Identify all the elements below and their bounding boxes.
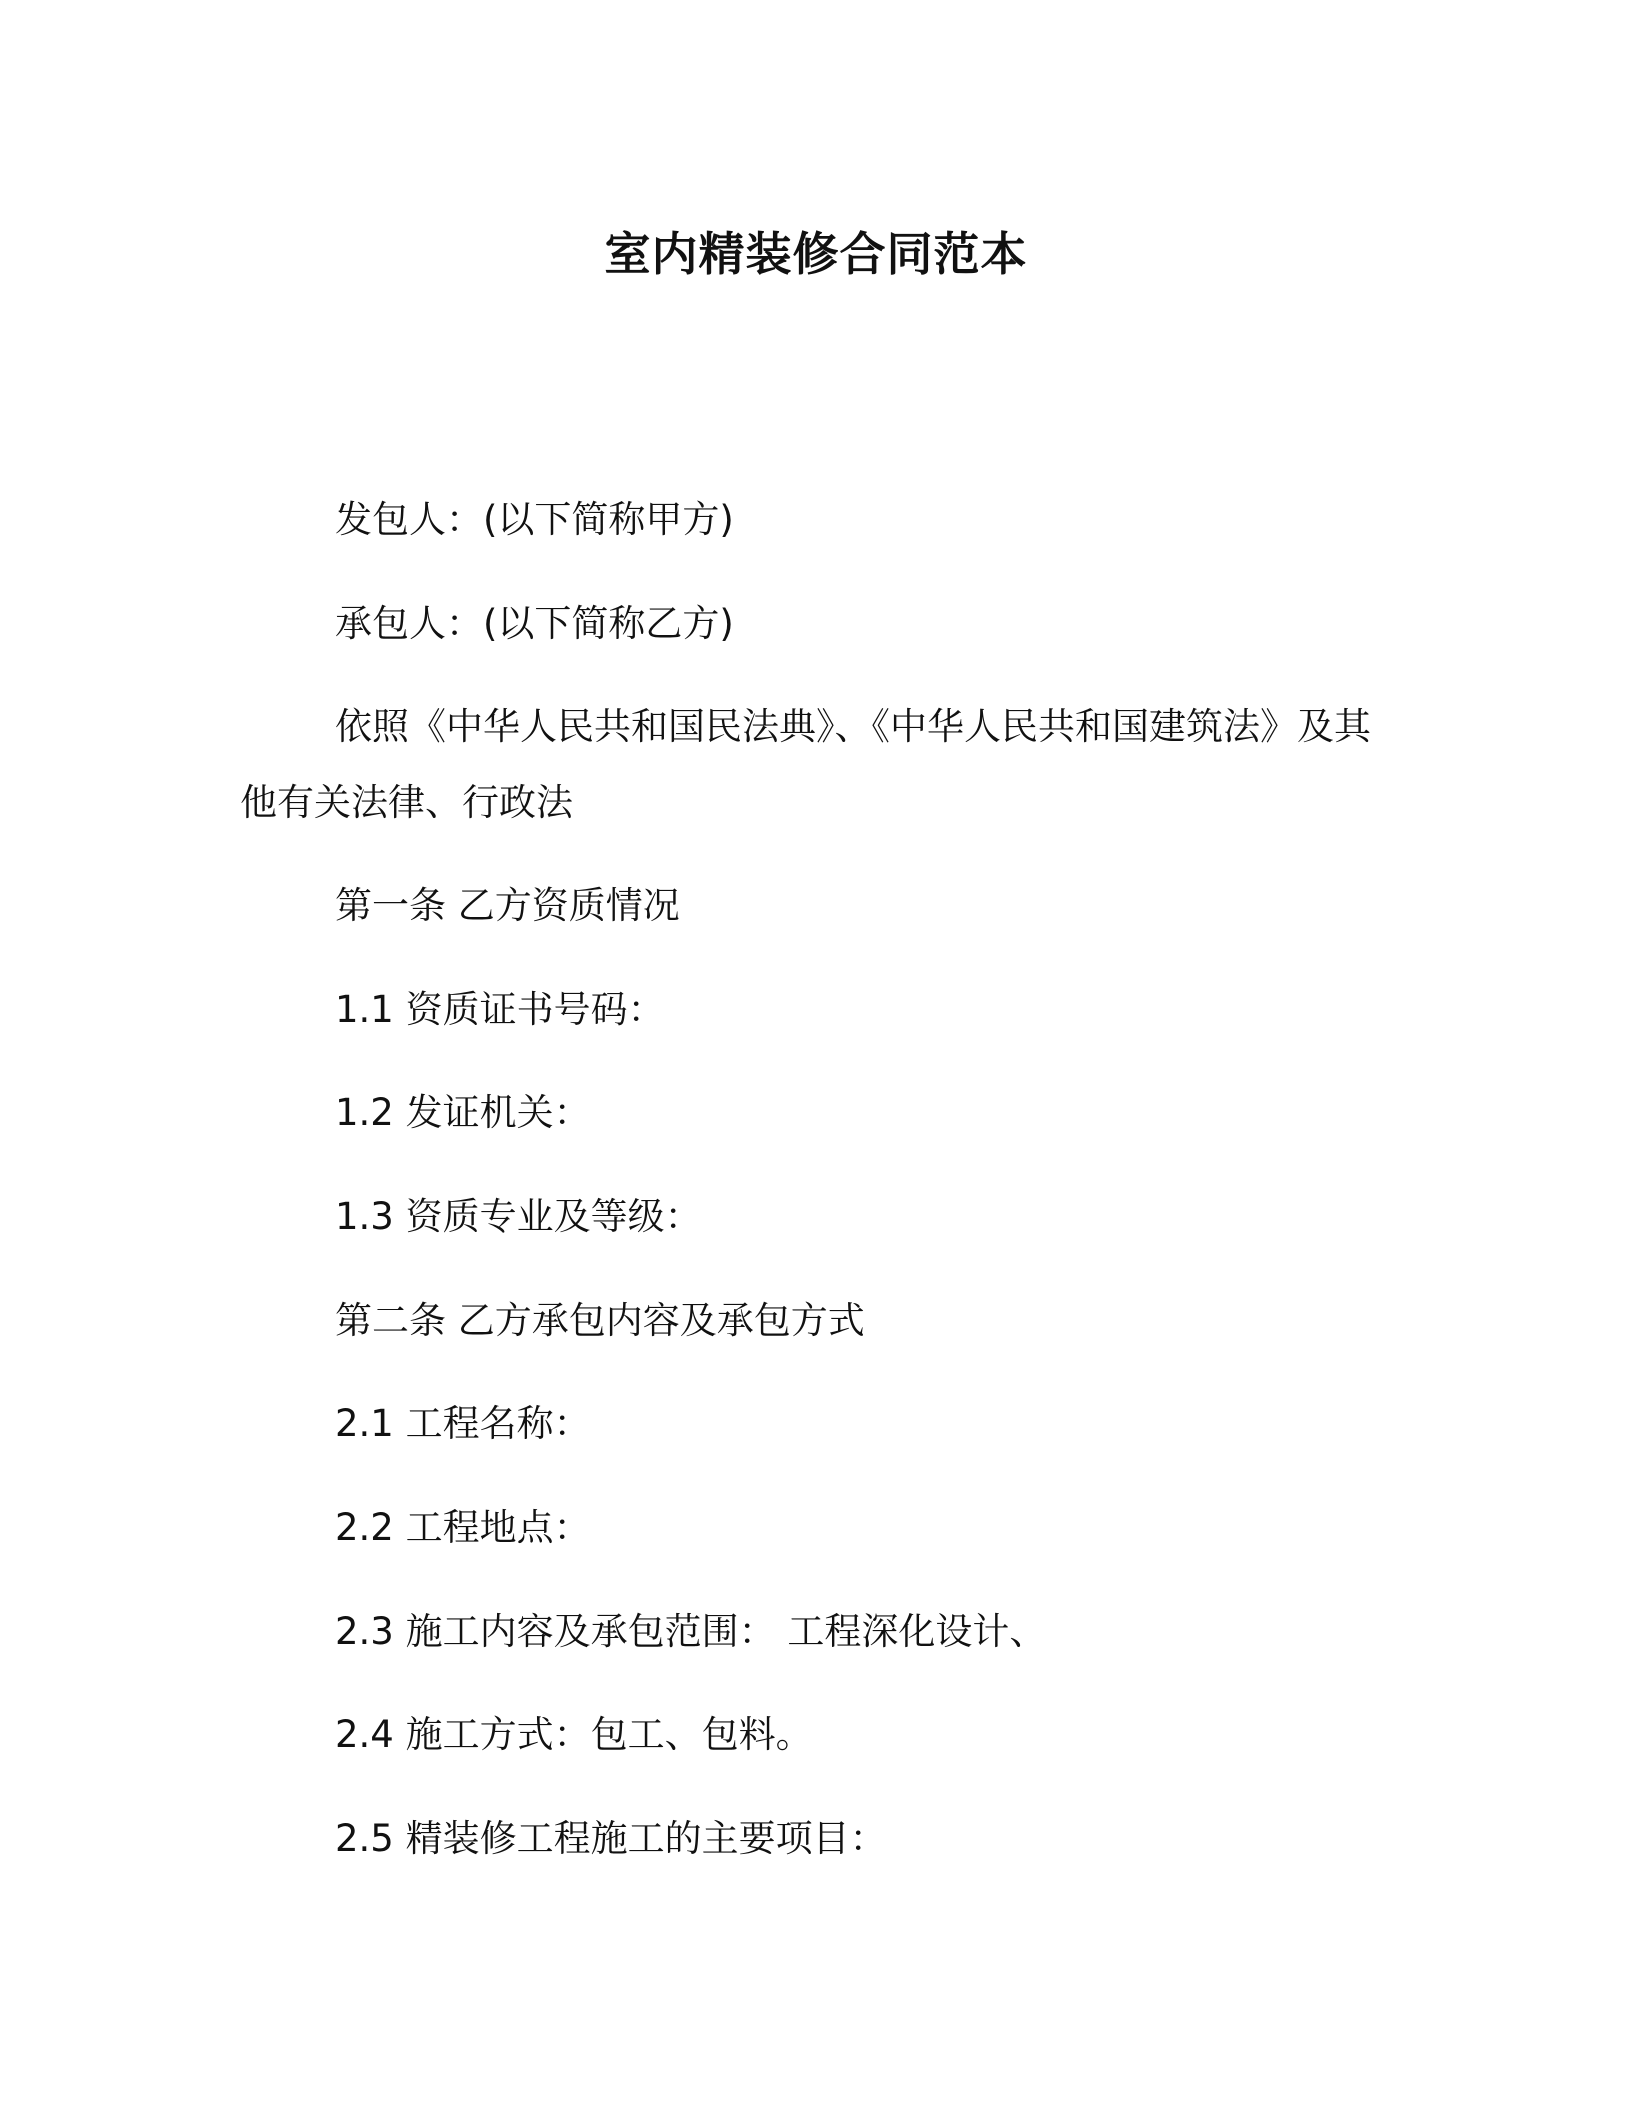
document-title: 室内精装修合同范本 bbox=[604, 227, 1028, 281]
clause-2-1: 2.1 工程名称： bbox=[335, 1402, 591, 1445]
article-two-heading: 第二条 乙方承包内容及承包方式 bbox=[335, 1299, 865, 1342]
clause-1-1: 1.1 资质证书号码： bbox=[335, 988, 665, 1031]
clause-2-5: 2.5 精装修工程施工的主要项目： bbox=[335, 1817, 887, 1860]
legal-basis-paragraph: 依照《中华人民共和国民法典》、《中华人民共和国建筑法》及其他有关法律、行政法 bbox=[240, 705, 1371, 824]
clause-1-3: 1.3 资质专业及等级： bbox=[335, 1195, 702, 1238]
clause-2-4: 2.4 施工方式：包工、包料。 bbox=[335, 1713, 813, 1756]
party-b-line: 承包人：(以下简称乙方) bbox=[335, 602, 734, 645]
article-one-heading: 第一条 乙方资质情况 bbox=[335, 884, 680, 927]
clause-2-2: 2.2 工程地点： bbox=[335, 1506, 591, 1549]
clause-1-2: 1.2 发证机关： bbox=[335, 1091, 591, 1134]
party-a-line: 发包人：(以下简称甲方) bbox=[335, 498, 734, 541]
clause-2-3: 2.3 施工内容及承包范围： 工程深化设计、 bbox=[335, 1610, 1047, 1653]
